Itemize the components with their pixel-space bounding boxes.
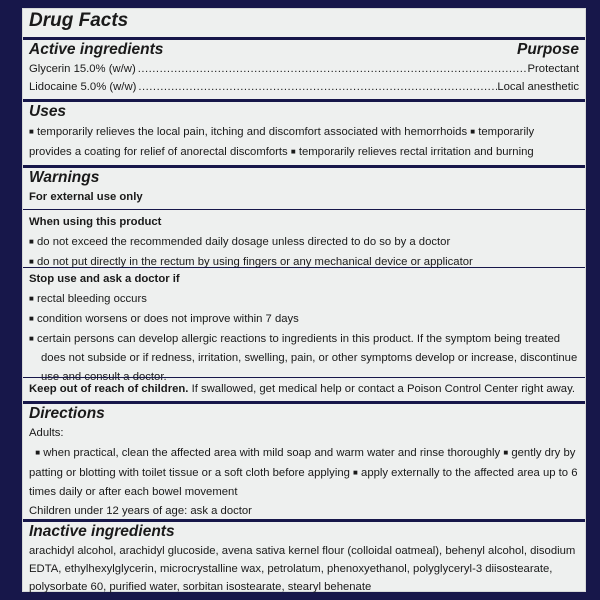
uses-heading: Uses <box>29 103 67 120</box>
bullet-icon: ■ <box>29 314 34 323</box>
stop-use-section <box>23 267 585 383</box>
keep-out-text: If swallowed, get medical help or contact a Poison Control Center right away. <box>188 383 576 395</box>
list-item: ■ do not put directly in the rectum by using fingers or any mechanical device or applicator <box>29 256 473 268</box>
bullet-icon: ■ <box>35 448 41 457</box>
bullet-icon: ■ <box>29 257 34 266</box>
ingredient-row <box>29 60 579 78</box>
bullet-icon: ■ <box>470 127 476 136</box>
bullet-icon: ■ <box>29 334 34 343</box>
leader-dots <box>136 78 497 96</box>
list-item: ■ condition worsens or does not improve within 7 days <box>29 313 299 325</box>
warnings-heading: Warnings <box>29 169 100 186</box>
ingredient-name: Lidocaine 5.0% (w/w) <box>29 81 137 93</box>
ingredient-purpose: Local anesthetic <box>497 81 579 93</box>
inactive-line: EDTA, ethylhexylglycerin, microcrystalline wax, petrolatum, phenoxyethanol, polyglyceryl-3 diisostearate, <box>29 563 553 575</box>
title-section <box>23 9 585 37</box>
directions-heading: Directions <box>29 405 105 422</box>
inactive-line: polysorbate 60, purified water, sorbitan isostearate, stearyl behenate <box>29 581 372 593</box>
adults-label: Adults: <box>29 427 64 439</box>
list-item: ■ rectal bleeding occurs <box>29 293 147 305</box>
directions-section <box>23 401 585 519</box>
uses-section <box>23 99 585 165</box>
external-use-label: For external use only <box>29 191 143 203</box>
adults-text: ■ when practical, clean the affected area with mild soap and warm water and rinse thoroughly ■ gently dry by patting or blotting with toilet tissue or a soft cloth before applying ■ apply externally to the affected area up to 6 times daily or after each bowel movement <box>29 447 578 498</box>
children-text: Children under 12 years of age: ask a doctor <box>29 505 252 517</box>
purpose-heading: Purpose <box>516 41 579 58</box>
keep-out-heading: Keep out of reach of children. <box>29 383 189 395</box>
ingredient-purpose: Protectant <box>527 63 579 75</box>
when-using-section <box>23 209 585 267</box>
bullet-icon: ■ <box>503 448 509 457</box>
when-using-heading: When using this product <box>29 216 162 228</box>
drug-facts-panel <box>22 8 586 592</box>
bullet-icon: ■ <box>29 127 34 136</box>
list-item: ■ do not exceed the recommended daily dosage unless directed to do so by a doctor <box>29 236 451 248</box>
bullet-icon: ■ <box>29 237 34 246</box>
list-item: ■ certain persons can develop allergic reactions to ingredients in this product. If the symptom being treated does not subside or if redness, irritation, swelling, pain, or other symptoms develop or increase, discontinue use and consult a doctor. <box>29 333 578 383</box>
active-ingredients-section <box>23 37 585 99</box>
page-title: Drug Facts <box>29 10 129 31</box>
inactive-line: arachidyl alcohol, arachidyl glucoside, avena sativa kernel flour (colloidal oatmeal), behenyl alcohol, disodium <box>29 545 576 557</box>
active-ingredients-heading: Active ingredients <box>29 41 164 58</box>
leader-dots <box>136 60 528 78</box>
bullet-icon: ■ <box>290 147 296 156</box>
bullet-icon: ■ <box>353 468 358 477</box>
ingredient-row <box>29 78 579 96</box>
keep-out-section <box>23 377 585 401</box>
stop-use-heading: Stop use and ask a doctor if <box>29 273 180 285</box>
inactive-ingredients-heading: Inactive ingredients <box>29 523 175 540</box>
bullet-icon: ■ <box>29 294 34 303</box>
inactive-ingredients-section <box>23 519 585 593</box>
warnings-section <box>23 165 585 209</box>
ingredient-name: Glycerin 15.0% (w/w) <box>29 63 136 75</box>
uses-text: ■ temporarily relieves the local pain, itching and discomfort associated with hemorrhoids ■ temporarily provides a coating for relief of anorectal discomforts ■ temporarily relieves rectal irritation and burning <box>29 126 535 158</box>
